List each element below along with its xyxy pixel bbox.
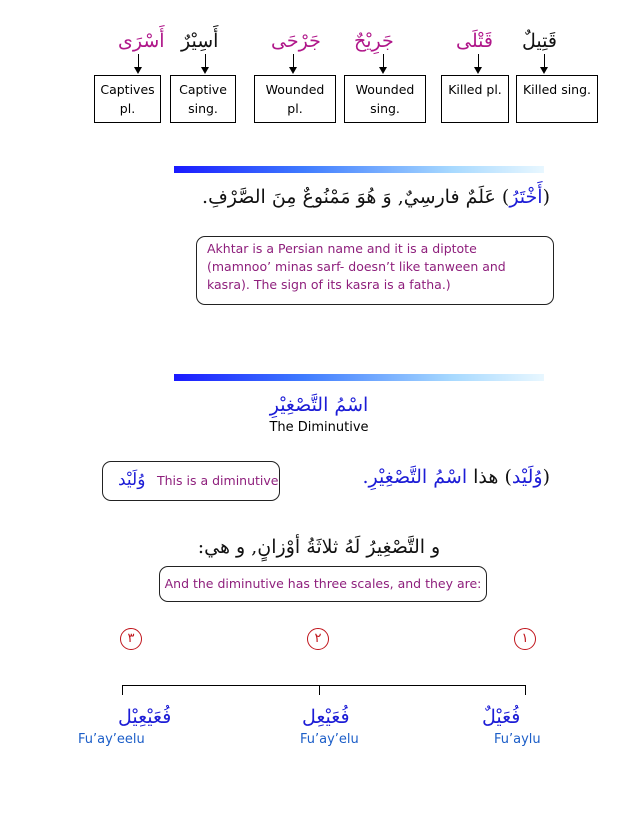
- arabic-word-jarha: جَرْحَى: [271, 30, 321, 52]
- arabic-word-asra: أَسْرَى: [118, 30, 165, 52]
- wulayd-box-english: This is a diminutive: [157, 473, 279, 488]
- scale-transliteration-2: Fu’ay’elu: [300, 732, 359, 747]
- akhtar-word: أَخْتَرُ: [509, 186, 543, 208]
- arabic-word-jarih: جَرِيْحٌ: [354, 30, 394, 52]
- meaning-text: Captives: [100, 82, 155, 97]
- meaning-text: Killed pl.: [448, 82, 502, 97]
- meaning-text: sing.: [188, 101, 218, 116]
- down-arrow-icon: [293, 54, 294, 72]
- scale-number-3: ٣: [120, 628, 142, 650]
- scales-bracket: [122, 685, 526, 695]
- paren: (: [542, 186, 550, 208]
- meaning-text: sing.: [370, 101, 400, 116]
- diminutive-heading-english: The Diminutive: [269, 420, 369, 435]
- down-arrow-icon: [478, 54, 479, 72]
- scale-number-1: ١: [514, 628, 536, 650]
- scale-form-3: فُعَيْعِيْل: [118, 706, 172, 728]
- meaning-box-wounded-sing: [344, 75, 426, 123]
- wulayd-note-box: [102, 461, 280, 501]
- akhtar-description: عَلَمٌ فارسِيٌ, وَ هُوَ مَمْنُوعٌ مِنَ الصَّرْفِ.: [202, 186, 496, 208]
- scales-arabic-sentence: و التَّصْغِيرُ لَهُ ثلاثَةُ أوْزانٍ, و هي:: [197, 536, 441, 558]
- meaning-text: Wounded: [265, 82, 325, 97]
- scale-form-2: فُعَيْعِل: [302, 706, 350, 728]
- down-arrow-icon: [544, 54, 545, 72]
- arabic-word-asir: أَسِيْرٌ: [181, 30, 219, 52]
- meaning-box-captives-pl: [94, 75, 161, 123]
- akhtar-note-text: Akhtar is a Persian name and it is a diptote (mamnoo’ minas sarf- doesn’t like tanween and kasra). The sign of its kasra is a fatha.): [207, 241, 506, 292]
- wulayd-word: وُلَيْد: [511, 466, 543, 488]
- meaning-text: Killed sing.: [522, 82, 592, 97]
- meaning-text: Wounded: [355, 82, 415, 97]
- meaning-text: Captive: [179, 82, 227, 97]
- paren: ): [501, 186, 510, 208]
- down-arrow-icon: [138, 54, 139, 72]
- scale-form-1: فُعَيْلٌ: [482, 706, 521, 728]
- hadha-word: هذا: [473, 466, 499, 488]
- bracket-center-tick: [319, 685, 320, 695]
- diminutive-heading-arabic: اسْمُ التَّصْغِيْرِ: [269, 394, 369, 416]
- arabic-word-qatil: قَتِيلٌ: [522, 30, 557, 52]
- meaning-box-wounded-pl: [254, 75, 336, 123]
- meaning-text: pl.: [287, 101, 303, 116]
- akhtar-note-box: [196, 236, 554, 305]
- scales-note-box: [159, 566, 487, 602]
- scale-transliteration-1: Fu’aylu: [494, 732, 541, 747]
- meaning-box-killed-pl: [441, 75, 509, 123]
- gradient-divider: [174, 374, 544, 381]
- paren: (: [542, 466, 550, 488]
- down-arrow-icon: [383, 54, 384, 72]
- meaning-box-killed-sing: [516, 75, 598, 123]
- scale-number-2: ٢: [307, 628, 329, 650]
- wulayd-box-arabic: وُلَيْد: [118, 470, 146, 490]
- scale-transliteration-3: Fu’ay’eelu: [78, 732, 145, 747]
- meaning-box-captive-sing: [170, 75, 236, 123]
- gradient-divider: [174, 166, 544, 173]
- akhtar-sentence: [202, 186, 550, 208]
- wulayd-sentence: [363, 466, 550, 488]
- scales-note-text: And the diminutive has three scales, and they are:: [164, 576, 482, 591]
- paren: ): [504, 466, 512, 488]
- arabic-word-qatla: قَتْلَى: [456, 30, 493, 52]
- diminutive-phrase: اسْمُ التَّصْغِيْرِ.: [362, 466, 468, 488]
- down-arrow-icon: [205, 54, 206, 72]
- meaning-text: pl.: [119, 101, 136, 116]
